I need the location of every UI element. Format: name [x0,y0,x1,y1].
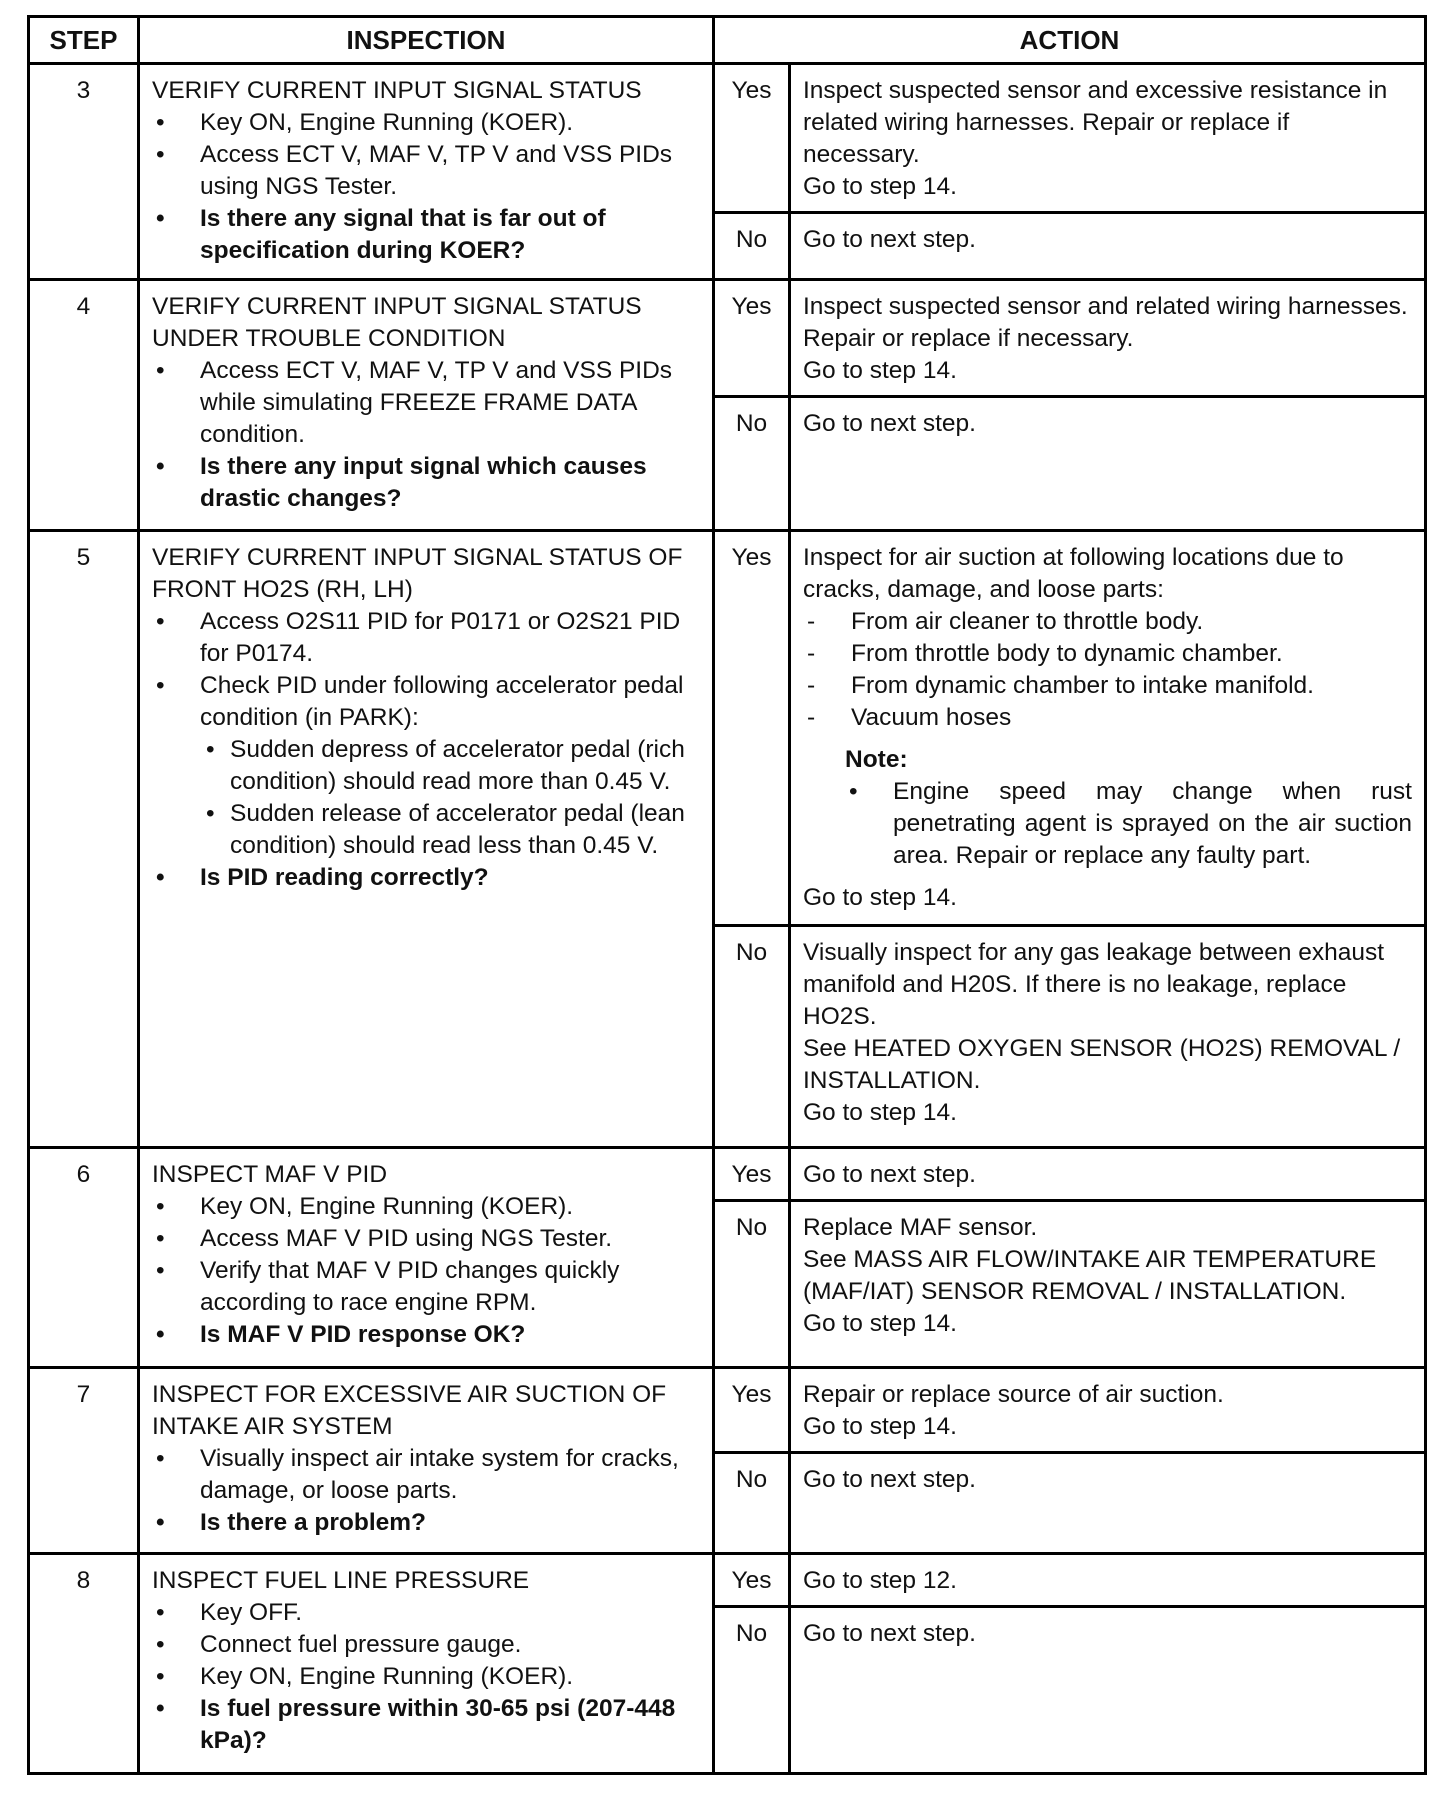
no-label: No [714,1201,790,1368]
step-7-inspection [139,1368,714,1553]
inspection-question: • Is PID reading correctly? [152,862,700,894]
bullet: • Connect fuel pressure gauge. [152,1629,700,1661]
header-row [29,17,1426,64]
no-action [790,1606,1426,1773]
yes-label: Yes [714,64,790,213]
bullet: • Key ON, Engine Running (KOER). [152,107,700,139]
inspection-question: • Is MAF V PID response OK? [152,1319,700,1351]
bullet: • Access O2S11 PID for P0171 or O2S21 PID for P0174. [152,606,700,670]
yes-action [790,1368,1426,1453]
bullet: • Key OFF. [152,1597,700,1629]
no-action [790,396,1426,530]
action-text: Go to next step. [803,1619,976,1647]
no-label: No [714,1453,790,1553]
step-4-yes-row [29,279,1426,396]
action-goto: Go to step 14. [803,356,957,384]
location-item: - From throttle body to dynamic chamber. [803,638,1412,670]
inspection-bullets [152,1443,700,1539]
action-text: Inspect suspected sensor and related wiring harnesses. Repair or replace if necessary. [803,292,1408,352]
inspection-question: • Is there any signal that is far out of specification during KOER? [152,203,700,267]
bullet: • Key ON, Engine Running (KOER). [152,1661,700,1693]
step-number: 5 [29,530,139,1148]
bullet-text: Check PID under following accelerator pedal condition (in PARK): [200,671,684,731]
location-item: - Vacuum hoses [803,702,1412,734]
bullet: • Verify that MAF V PID changes quickly according to race engine RPM. [152,1255,700,1319]
action-text: See HEATED OXYGEN SENSOR (HO2S) REMOVAL / INSTALLATION. [803,1034,1401,1094]
inspection-title: VERIFY CURRENT INPUT SIGNAL STATUS UNDER TROUBLE CONDITION [152,292,642,352]
action-text: Replace MAF sensor. [803,1214,1038,1242]
step-number: 8 [29,1553,139,1773]
inspection-title: INSPECT FUEL LINE PRESSURE [152,1566,530,1594]
step-5-inspection [139,530,714,1148]
action-text: Visually inspect for any gas leakage between exhaust manifold and H20S. If there is no leakage, replace HO2S. [803,938,1385,1030]
action-text: Inspect for air suction at following locations due to cracks, damage, and loose parts: [803,543,1344,603]
sub-bullet: • Sudden depress of accelerator pedal (rich condition) should read more than 0.45 V. [200,734,700,798]
inspection-title: INSPECT FOR EXCESSIVE AIR SUCTION OF INTAKE AIR SYSTEM [152,1381,667,1441]
action-goto: Go to step 14. [803,1413,957,1441]
bullet: • Access ECT V, MAF V, TP V and VSS PIDs using NGS Tester. [152,139,700,203]
inspection-title: VERIFY CURRENT INPUT SIGNAL STATUS OF FRONT HO2S (RH, LH) [152,543,683,603]
yes-label: Yes [714,279,790,396]
inspection-bullets [152,606,700,894]
no-action [790,1201,1426,1368]
step-6-yes-row [29,1148,1426,1201]
action-goto: Go to next step. [803,1161,976,1189]
step-3-inspection [139,64,714,280]
inspection-title: VERIFY CURRENT INPUT SIGNAL STATUS [152,77,642,104]
note-list [845,776,1412,872]
inspection-bullets [152,1191,700,1351]
bullet: • Key ON, Engine Running (KOER). [152,1191,700,1223]
yes-action [790,1148,1426,1201]
no-label: No [714,925,790,1148]
action-goto: Go to step 14. [803,1310,957,1338]
sub-bullets [200,734,700,862]
location-item: - From air cleaner to throttle body. [803,606,1412,638]
no-label: No [714,213,790,280]
no-action [790,213,1426,280]
inspection-title: INSPECT MAF V PID [152,1161,388,1189]
note-text: • Engine speed may change when rust penetrating agent is sprayed on the air suction area. Repair or replace any faulty part. [845,776,1412,872]
no-action [790,925,1426,1148]
action-text: Repair or replace source of air suction. [803,1381,1224,1409]
action-text: Go to next step. [803,1466,976,1494]
bullet: • Access MAF V PID using NGS Tester. [152,1223,700,1255]
inspection-question: • Is fuel pressure within 30-65 psi (207-448 kPa)? [152,1693,700,1757]
action-text: Go to next step. [803,226,976,253]
yes-action [790,64,1426,213]
bullet: • Visually inspect air intake system for cracks, damage, or loose parts. [152,1443,700,1507]
inspection-bullets [152,1597,700,1757]
action-text: Go to next step. [803,409,976,437]
inspection-question: • Is there a problem? [152,1507,700,1539]
step-number: 7 [29,1368,139,1553]
sub-bullet: • Sudden release of accelerator pedal (lean condition) should read less than 0.45 V. [200,798,700,862]
action-goto: Go to step 14. [803,1098,957,1126]
yes-label: Yes [714,530,790,925]
step-number: 4 [29,279,139,530]
step-number: 6 [29,1148,139,1368]
inspection-question: • Is there any input signal which causes drastic changes? [152,451,700,515]
step-8-yes-row [29,1553,1426,1606]
yes-action [790,530,1426,925]
bullet: • Access ECT V, MAF V, TP V and VSS PIDs while simulating FREEZE FRAME DATA condition. [152,355,700,451]
location-item: - From dynamic chamber to intake manifold. [803,670,1412,702]
inspection-bullets [152,355,700,515]
bullet [152,670,700,862]
header-step: STEP [29,17,139,64]
yes-label: Yes [714,1368,790,1453]
step-8-inspection [139,1553,714,1773]
yes-action [790,279,1426,396]
step-4-inspection [139,279,714,530]
inspection-bullets [152,107,700,267]
no-label: No [714,396,790,530]
step-3-yes-row [29,64,1426,213]
header-action: ACTION [714,17,1426,64]
step-6-inspection [139,1148,714,1368]
step-7-yes-row [29,1368,1426,1453]
header-inspection: INSPECTION [139,17,714,64]
action-goto: Go to step 14. [803,883,957,911]
yes-action [790,1553,1426,1606]
step-5-yes-row [29,530,1426,925]
step-number: 3 [29,64,139,280]
yes-label: Yes [714,1148,790,1201]
yes-label: Yes [714,1553,790,1606]
diagnostic-procedure-table [27,15,1427,1775]
action-text: Inspect suspected sensor and excessive resistance in related wiring harnesses. Repair or replace if necessary. [803,77,1388,168]
action-goto: Go to step 12. [803,1566,957,1594]
action-text: See MASS AIR FLOW/INTAKE AIR TEMPERATURE (MAF/IAT) SENSOR REMOVAL / INSTALLATION. [803,1246,1377,1306]
note-title: Note: [845,745,908,773]
no-action [790,1453,1426,1553]
action-goto: Go to step 14. [803,173,957,200]
location-list [803,606,1412,734]
no-label: No [714,1606,790,1773]
